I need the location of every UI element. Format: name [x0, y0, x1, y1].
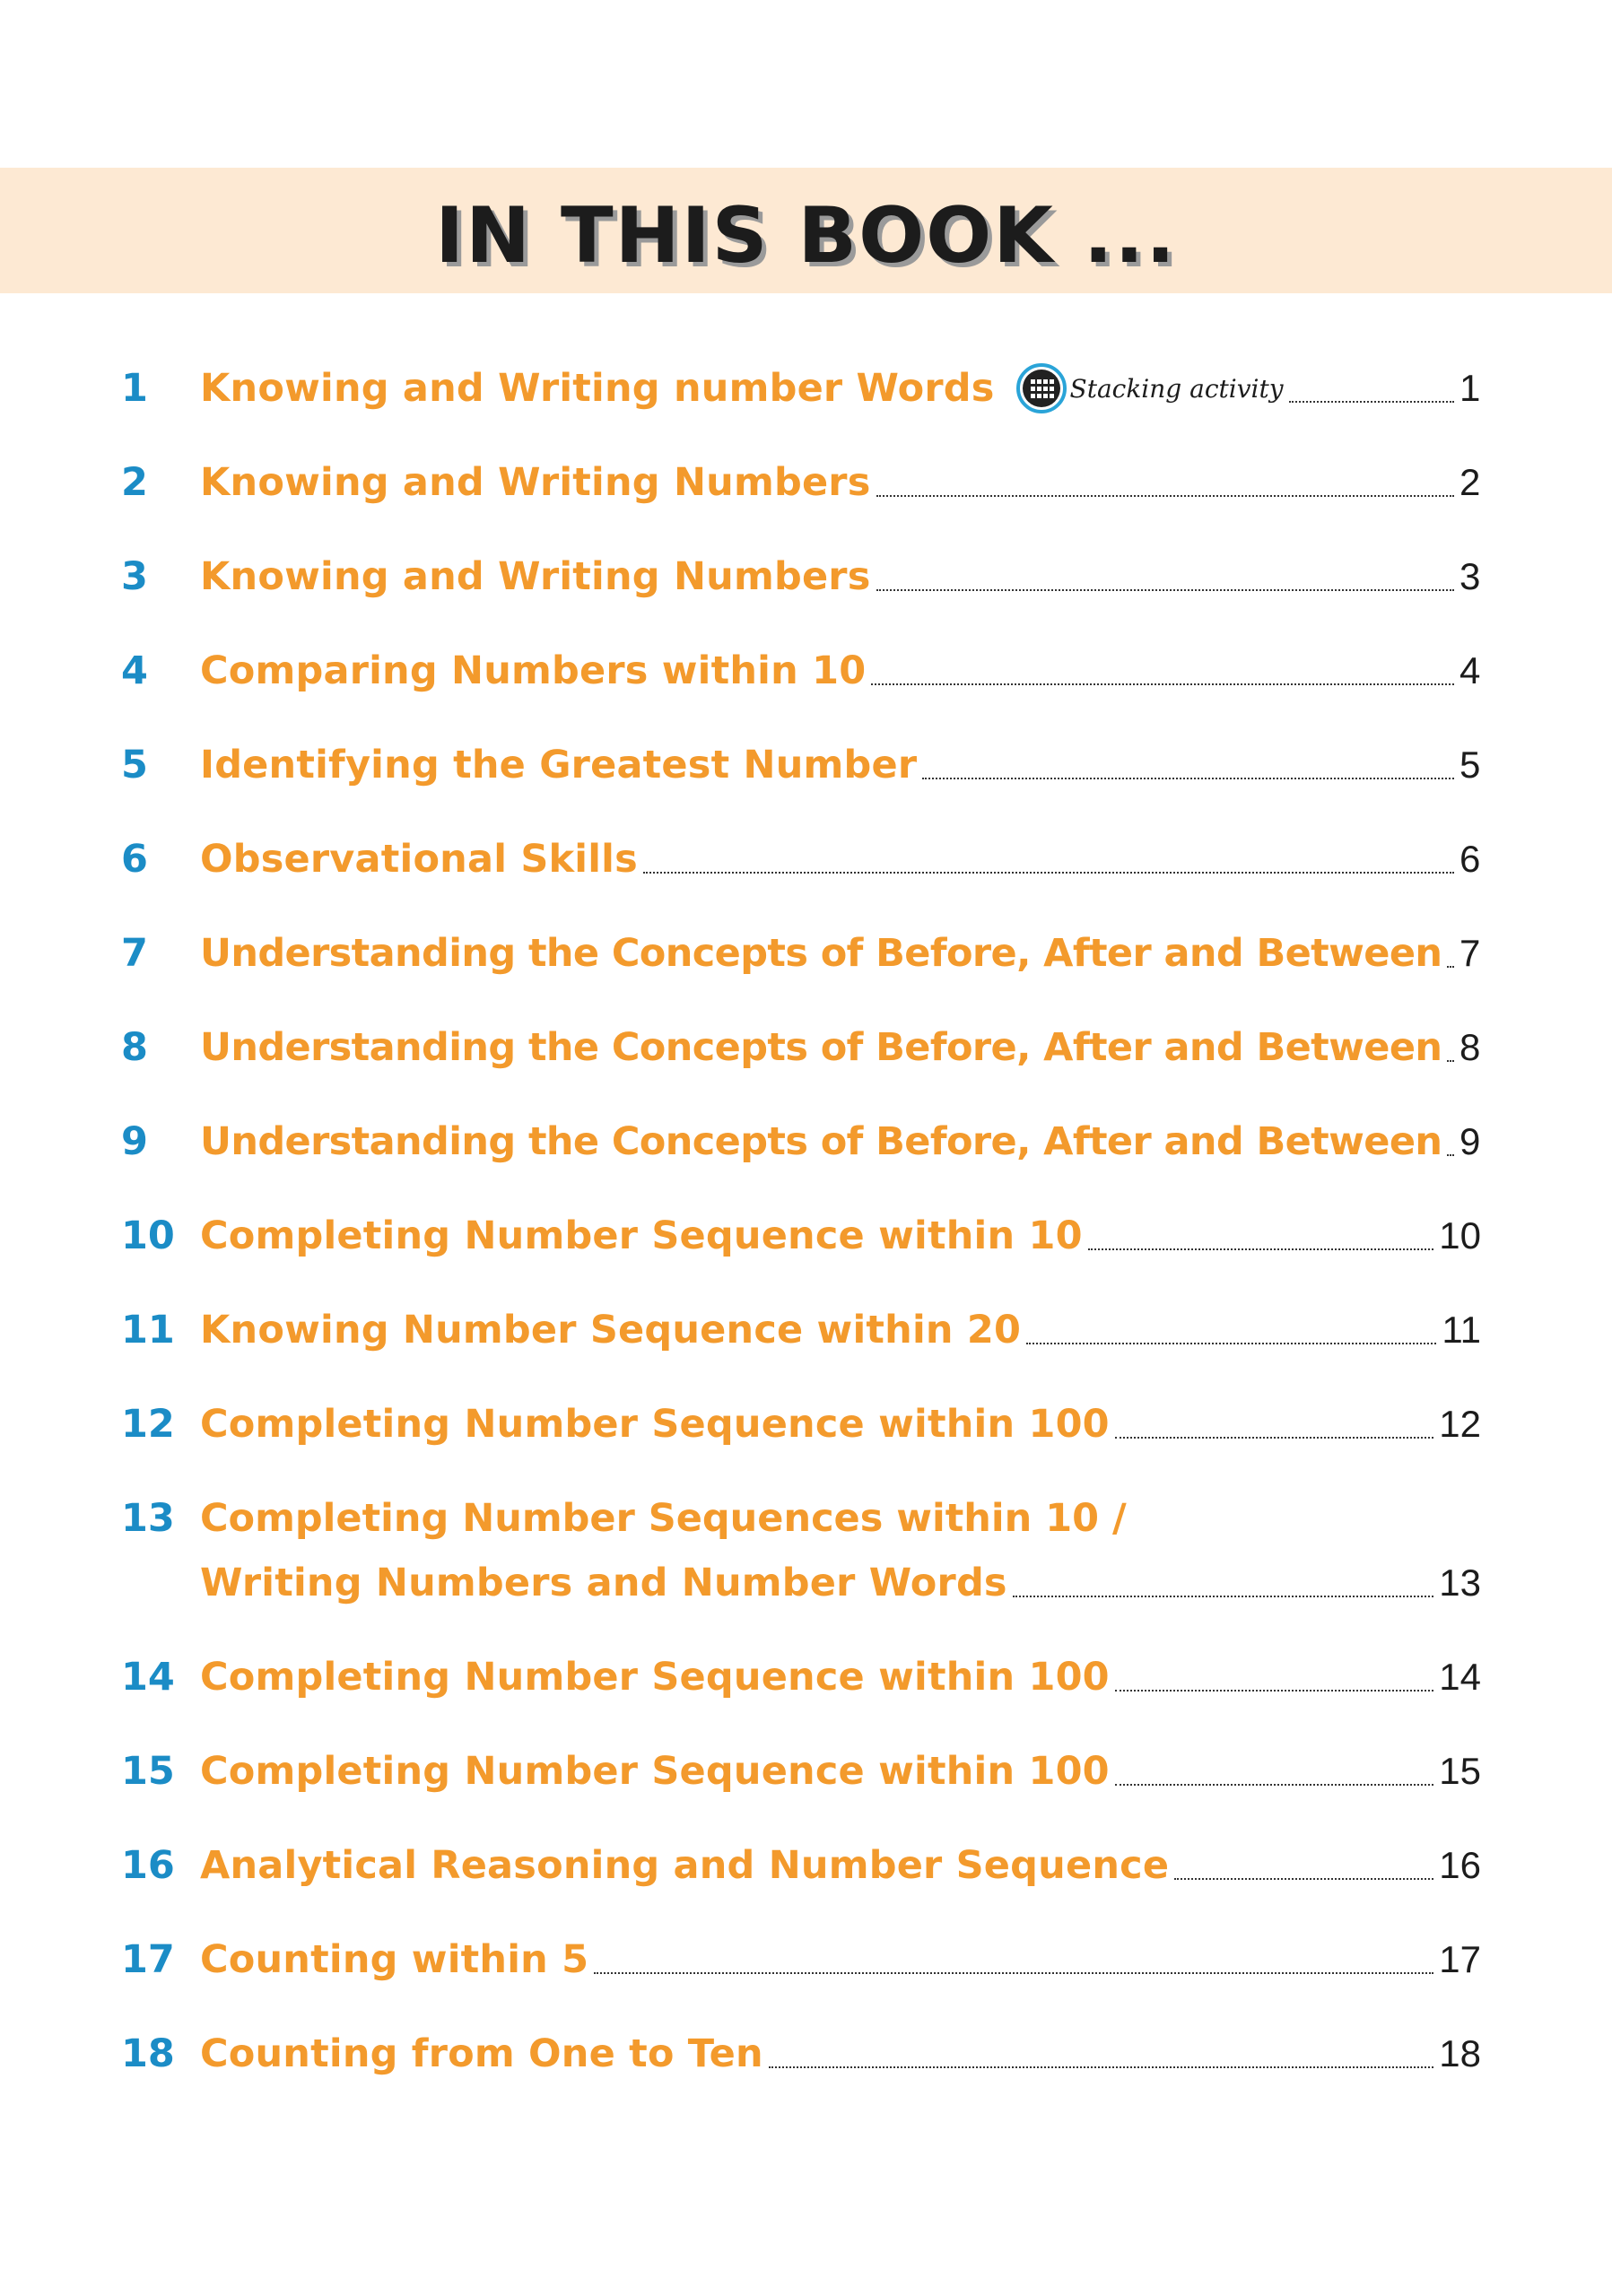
- entry-number: 2: [121, 460, 148, 505]
- dot-leader: [1115, 1783, 1433, 1786]
- dot-leader: [1447, 1059, 1454, 1062]
- entry-title: Completing Number Sequence within 100: [200, 1402, 1110, 1447]
- dot-leader: [876, 494, 1454, 497]
- entry-title: Knowing Number Sequence within 20: [200, 1308, 1022, 1352]
- entry-page-number: 4: [1460, 649, 1481, 691]
- entry-number: 17: [121, 1937, 175, 1982]
- entry-page-number: 6: [1460, 838, 1481, 880]
- entry-number: 9: [121, 1119, 148, 1164]
- entry-title: Knowing and Writing number Words: [200, 366, 995, 411]
- entry-number: 16: [121, 1843, 175, 1888]
- entry-number: 7: [121, 931, 148, 976]
- entry-page-number: 8: [1460, 1026, 1481, 1068]
- entry-number: 14: [121, 1655, 175, 1700]
- entry-page-number: 3: [1460, 555, 1481, 597]
- stacking-activity-badge: [1016, 363, 1284, 413]
- entry-number: 5: [121, 743, 148, 787]
- entry-title: Counting within 5: [200, 1937, 589, 1982]
- entry-page-number: 16: [1439, 1844, 1481, 1886]
- entry-page-number: 10: [1439, 1214, 1481, 1257]
- dot-leader: [643, 871, 1454, 874]
- entry-title: Knowing and Writing Numbers: [200, 460, 871, 505]
- entry-page-number: 13: [1439, 1561, 1481, 1604]
- dot-leader: [1289, 400, 1454, 403]
- entry-number: 13: [121, 1496, 175, 1541]
- dot-leader: [876, 588, 1454, 591]
- entry-title: Understanding the Concepts of Before, After and Between: [200, 1025, 1442, 1070]
- dot-leader: [594, 1971, 1433, 1974]
- entry-number: 6: [121, 837, 148, 882]
- dot-leader: [1174, 1877, 1433, 1880]
- page-title: IN THIS BOOK ...: [435, 191, 1177, 281]
- entry-page-number: 5: [1460, 744, 1481, 786]
- entry-title: Knowing and Writing Numbers: [200, 554, 871, 599]
- dot-leader: [1447, 965, 1454, 968]
- dot-leader: [1088, 1248, 1434, 1250]
- entry-title-line1: Completing Number Sequences within 10 /: [200, 1496, 1127, 1541]
- entry-page-number: 7: [1460, 932, 1481, 974]
- entry-title: Completing Number Sequence within 100: [200, 1749, 1110, 1794]
- entry-title: Writing Numbers and Number Words: [200, 1561, 1007, 1605]
- stacking-activity-icon: [1016, 363, 1067, 413]
- entry-page-number: 9: [1460, 1120, 1481, 1162]
- entry-page-number: 11: [1442, 1309, 1481, 1351]
- entry-title: Comparing Numbers within 10: [200, 648, 867, 693]
- entry-number: 3: [121, 554, 148, 599]
- badge-label: Stacking activity: [1069, 373, 1284, 404]
- dot-leader: [769, 2066, 1434, 2068]
- entry-number: 4: [121, 648, 148, 693]
- entry-number: 8: [121, 1025, 148, 1070]
- entry-title: Counting from One to Ten: [200, 2031, 763, 2076]
- entry-page-number: 2: [1460, 461, 1481, 503]
- dot-leader: [1115, 1689, 1433, 1692]
- dot-leader: [1013, 1595, 1434, 1597]
- entry-page-number: 15: [1439, 1750, 1481, 1792]
- entry-number: 12: [121, 1402, 175, 1447]
- entry-title: Identifying the Greatest Number: [200, 743, 918, 787]
- dot-leader: [922, 777, 1454, 779]
- entry-number: 11: [121, 1308, 175, 1352]
- dot-leader: [1115, 1436, 1433, 1439]
- dot-leader: [871, 683, 1454, 685]
- entry-page-number: 14: [1439, 1656, 1481, 1698]
- entry-page-number: 17: [1439, 1938, 1481, 1980]
- entry-title: Analytical Reasoning and Number Sequence: [200, 1843, 1170, 1888]
- entry-number: 10: [121, 1213, 175, 1258]
- entry-title: Completing Number Sequence within 100: [200, 1655, 1110, 1700]
- entry-page-number: 18: [1439, 2032, 1481, 2074]
- entry-number: 1: [121, 366, 148, 411]
- entry-number: 15: [121, 1749, 175, 1794]
- entry-title: Understanding the Concepts of Before, After and Between: [200, 1119, 1442, 1164]
- entry-page-number: 1: [1460, 367, 1481, 409]
- entry-number: 18: [121, 2031, 175, 2076]
- entry-page-number: 12: [1439, 1403, 1481, 1445]
- dot-leader: [1026, 1342, 1436, 1344]
- entry-title: Completing Number Sequence within 10: [200, 1213, 1083, 1258]
- entry-title: Observational Skills: [200, 837, 638, 882]
- dot-leader: [1447, 1153, 1454, 1156]
- entry-title: Understanding the Concepts of Before, After and Between: [200, 931, 1442, 976]
